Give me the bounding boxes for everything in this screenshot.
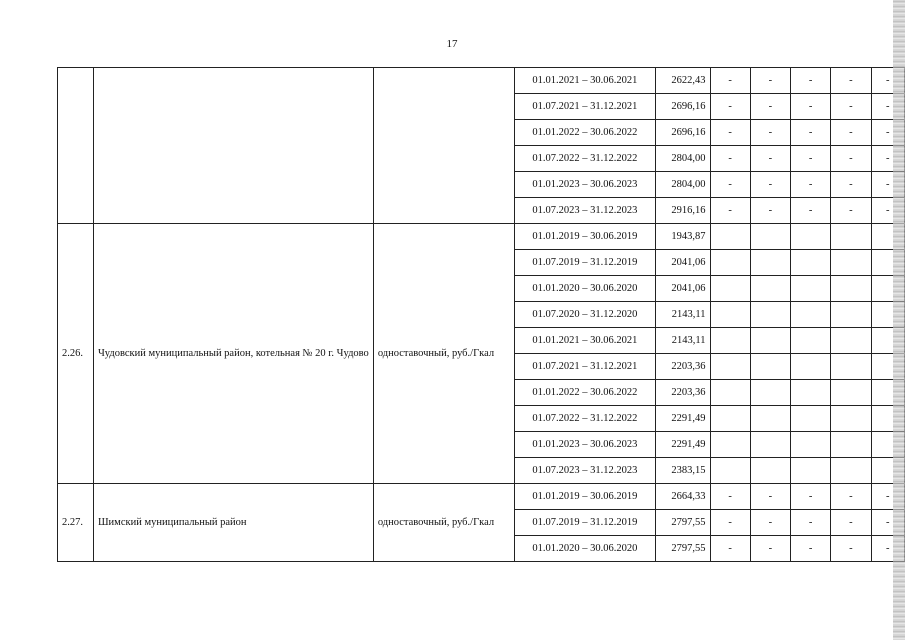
district-name: Чудовский муниципальный район, котельная № 20 г. Чудово	[93, 224, 373, 484]
extra-value-cell	[831, 328, 871, 354]
extra-value-cell: -	[710, 120, 750, 146]
extra-value-cell: -	[750, 94, 790, 120]
period-cell: 01.01.2023 – 30.06.2023	[515, 432, 655, 458]
extra-value-cell: -	[791, 198, 831, 224]
extra-value-cell: -	[791, 484, 831, 510]
extra-value-cell	[831, 302, 871, 328]
period-cell: 01.07.2022 – 31.12.2022	[515, 406, 655, 432]
price-cell: 2696,16	[655, 120, 710, 146]
price-cell: 2143,11	[655, 328, 710, 354]
period-cell: 01.07.2021 – 31.12.2021	[515, 94, 655, 120]
extra-value-cell: -	[710, 146, 750, 172]
extra-value-cell: -	[750, 536, 790, 562]
extra-value-cell	[710, 458, 750, 484]
extra-value-cell: -	[871, 536, 904, 562]
extra-value-cell	[750, 328, 790, 354]
tariff-table	[57, 67, 905, 562]
extra-value-cell	[791, 380, 831, 406]
extra-value-cell	[831, 354, 871, 380]
price-cell: 2804,00	[655, 146, 710, 172]
price-cell: 2804,00	[655, 172, 710, 198]
extra-value-cell: -	[871, 172, 904, 198]
period-cell: 01.01.2020 – 30.06.2020	[515, 536, 655, 562]
price-cell: 2041,06	[655, 250, 710, 276]
extra-value-cell: -	[831, 94, 871, 120]
tariff-type: одноставочный, руб./Гкал	[373, 224, 514, 484]
extra-value-cell: -	[710, 536, 750, 562]
period-cell: 01.07.2020 – 31.12.2020	[515, 302, 655, 328]
extra-value-cell	[750, 250, 790, 276]
price-cell: 2143,11	[655, 302, 710, 328]
extra-value-cell: -	[750, 68, 790, 94]
extra-value-cell: -	[750, 172, 790, 198]
price-cell: 1943,87	[655, 224, 710, 250]
price-cell: 2797,55	[655, 536, 710, 562]
extra-value-cell	[831, 458, 871, 484]
extra-value-cell	[750, 406, 790, 432]
extra-value-cell	[750, 354, 790, 380]
extra-value-cell: -	[831, 484, 871, 510]
extra-value-cell	[831, 380, 871, 406]
extra-value-cell: -	[791, 120, 831, 146]
period-cell: 01.07.2019 – 31.12.2019	[515, 510, 655, 536]
extra-value-cell	[710, 380, 750, 406]
extra-value-cell	[831, 406, 871, 432]
district-name: Шимский муниципальный район	[93, 484, 373, 562]
price-cell: 2797,55	[655, 510, 710, 536]
extra-value-cell	[750, 458, 790, 484]
period-cell: 01.01.2023 – 30.06.2023	[515, 172, 655, 198]
price-cell: 2203,36	[655, 354, 710, 380]
section-number: 2.26.	[58, 224, 94, 484]
extra-value-cell: -	[791, 536, 831, 562]
extra-value-cell: -	[831, 536, 871, 562]
extra-value-cell: -	[871, 198, 904, 224]
price-cell: 2291,49	[655, 406, 710, 432]
extra-value-cell	[791, 406, 831, 432]
extra-value-cell: -	[750, 120, 790, 146]
tariff-type	[373, 68, 514, 224]
extra-value-cell: -	[750, 510, 790, 536]
extra-value-cell	[750, 432, 790, 458]
extra-value-cell: -	[791, 94, 831, 120]
extra-value-cell	[750, 302, 790, 328]
extra-value-cell: -	[710, 198, 750, 224]
extra-value-cell	[791, 276, 831, 302]
extra-value-cell	[791, 302, 831, 328]
extra-value-cell: -	[871, 68, 904, 94]
extra-value-cell: -	[791, 172, 831, 198]
extra-value-cell	[750, 224, 790, 250]
price-cell: 2291,49	[655, 432, 710, 458]
extra-value-cell: -	[831, 68, 871, 94]
price-cell: 2383,15	[655, 458, 710, 484]
extra-value-cell: -	[750, 146, 790, 172]
period-cell: 01.01.2019 – 30.06.2019	[515, 224, 655, 250]
extra-value-cell: -	[871, 120, 904, 146]
extra-value-cell	[831, 250, 871, 276]
page-number: 17	[446, 38, 458, 50]
table-row	[58, 484, 905, 510]
period-cell: 01.01.2022 – 30.06.2022	[515, 120, 655, 146]
extra-value-cell: -	[831, 510, 871, 536]
extra-value-cell	[791, 354, 831, 380]
price-cell: 2622,43	[655, 68, 710, 94]
section-number	[58, 68, 94, 224]
table-row	[58, 224, 905, 250]
extra-value-cell: -	[750, 198, 790, 224]
extra-value-cell	[750, 380, 790, 406]
extra-value-cell	[710, 302, 750, 328]
extra-value-cell: -	[831, 172, 871, 198]
period-cell: 01.01.2022 – 30.06.2022	[515, 380, 655, 406]
extra-value-cell	[791, 458, 831, 484]
extra-value-cell	[710, 224, 750, 250]
table-row	[58, 68, 905, 94]
extra-value-cell: -	[710, 94, 750, 120]
extra-value-cell	[710, 328, 750, 354]
extra-value-cell: -	[791, 146, 831, 172]
price-cell: 2203,36	[655, 380, 710, 406]
extra-value-cell	[791, 432, 831, 458]
extra-value-cell: -	[871, 484, 904, 510]
extra-value-cell: -	[710, 510, 750, 536]
extra-value-cell: -	[871, 510, 904, 536]
extra-value-cell: -	[791, 510, 831, 536]
extra-value-cell	[710, 432, 750, 458]
extra-value-cell: -	[831, 120, 871, 146]
period-cell: 01.07.2021 – 31.12.2021	[515, 354, 655, 380]
tariff-table-body	[58, 68, 905, 562]
section-number: 2.27.	[58, 484, 94, 562]
extra-value-cell: -	[831, 146, 871, 172]
extra-value-cell: -	[750, 484, 790, 510]
district-name	[93, 68, 373, 224]
price-cell: 2041,06	[655, 276, 710, 302]
extra-value-cell	[831, 224, 871, 250]
extra-value-cell	[710, 406, 750, 432]
price-cell: 2916,16	[655, 198, 710, 224]
extra-value-cell	[710, 250, 750, 276]
extra-value-cell: -	[710, 172, 750, 198]
extra-value-cell	[791, 328, 831, 354]
period-cell: 01.07.2023 – 31.12.2023	[515, 458, 655, 484]
extra-value-cell: -	[710, 68, 750, 94]
tariff-type: одноставочный, руб./Гкал	[373, 484, 514, 562]
period-cell: 01.01.2021 – 30.06.2021	[515, 68, 655, 94]
extra-value-cell	[791, 224, 831, 250]
extra-value-cell	[710, 276, 750, 302]
price-cell: 2696,16	[655, 94, 710, 120]
period-cell: 01.07.2022 – 31.12.2022	[515, 146, 655, 172]
extra-value-cell: -	[871, 94, 904, 120]
period-cell: 01.07.2019 – 31.12.2019	[515, 250, 655, 276]
extra-value-cell: -	[791, 68, 831, 94]
period-cell: 01.01.2020 – 30.06.2020	[515, 276, 655, 302]
scan-edge-artifact	[893, 0, 905, 640]
extra-value-cell: -	[831, 198, 871, 224]
extra-value-cell: -	[871, 146, 904, 172]
extra-value-cell	[750, 276, 790, 302]
extra-value-cell	[831, 276, 871, 302]
extra-value-cell	[791, 250, 831, 276]
extra-value-cell	[710, 354, 750, 380]
period-cell: 01.01.2019 – 30.06.2019	[515, 484, 655, 510]
period-cell: 01.07.2023 – 31.12.2023	[515, 198, 655, 224]
price-cell: 2664,33	[655, 484, 710, 510]
period-cell: 01.01.2021 – 30.06.2021	[515, 328, 655, 354]
extra-value-cell	[831, 432, 871, 458]
extra-value-cell: -	[710, 484, 750, 510]
